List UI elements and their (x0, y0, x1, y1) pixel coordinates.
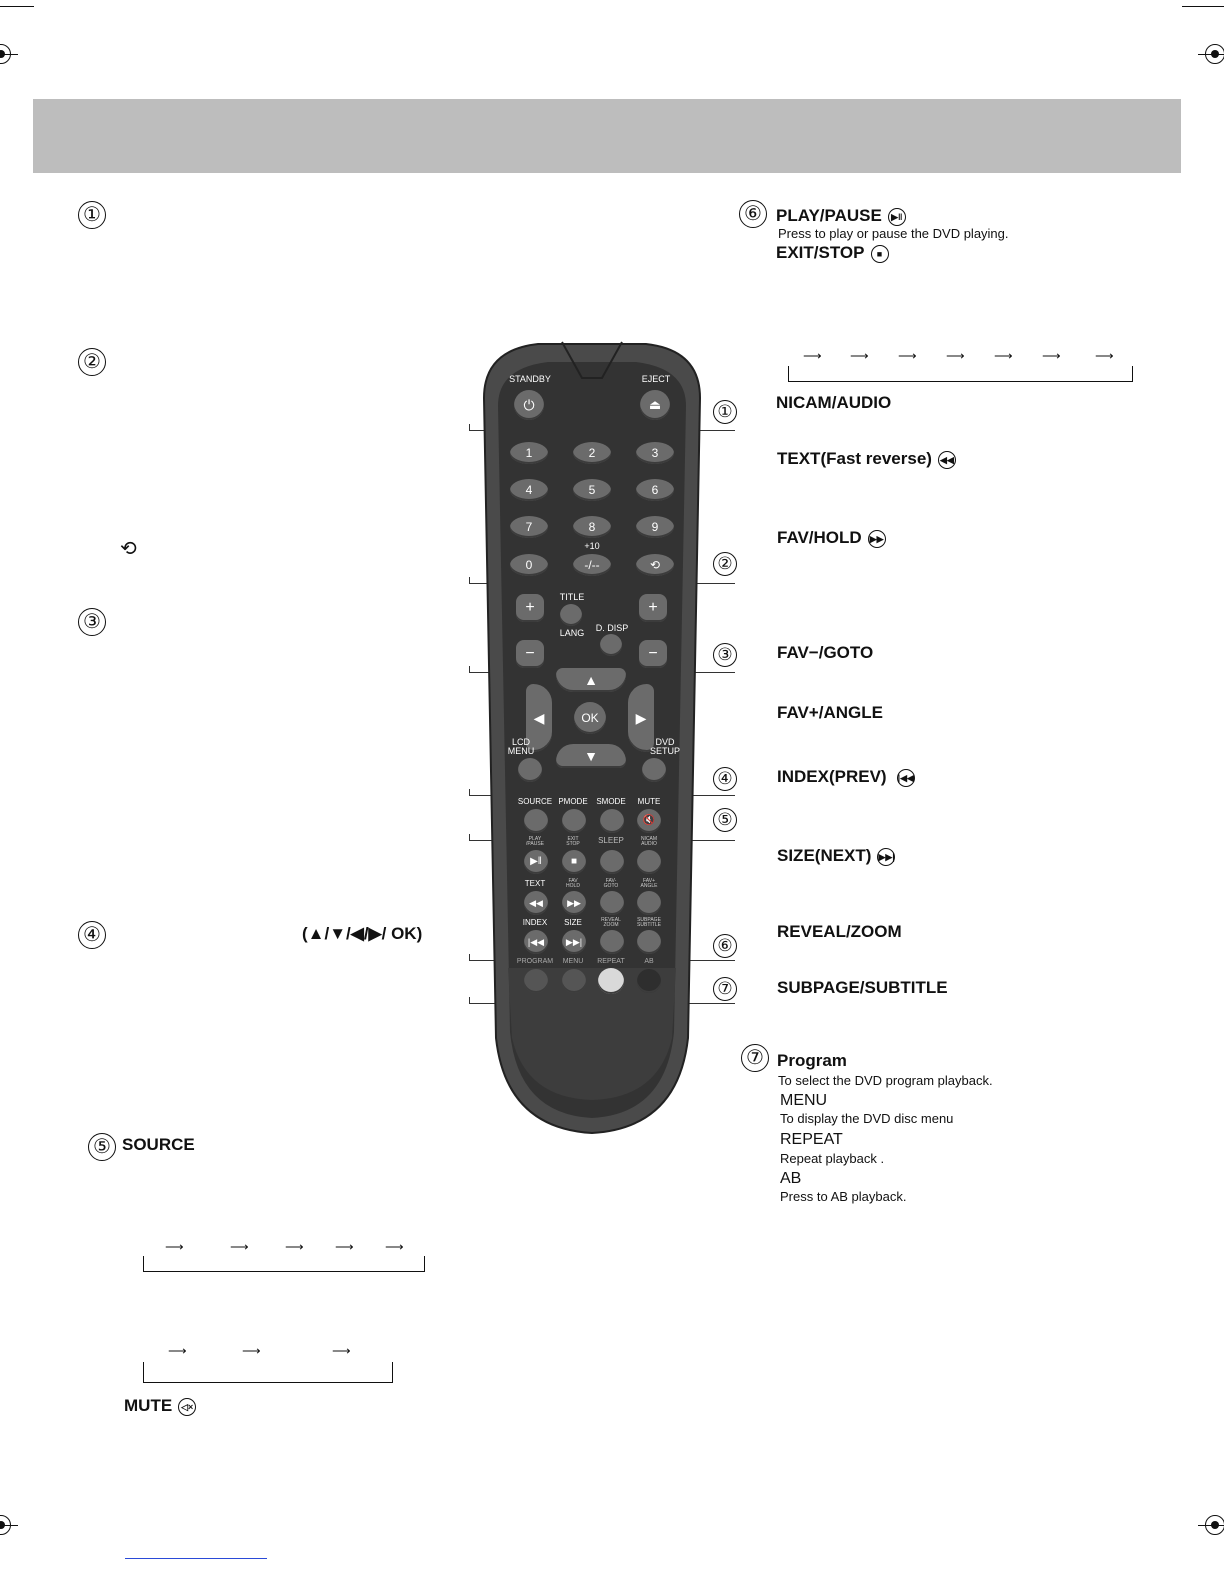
title-lang-button[interactable] (560, 604, 582, 626)
lang-text: LANG (559, 628, 585, 638)
callout-3: ③ (713, 643, 737, 667)
subpage-subtitle-button[interactable] (637, 930, 661, 954)
program-text: PROGRAM (516, 958, 554, 965)
dash-button[interactable]: -/-- (573, 554, 611, 576)
fav-minus-label: FAV−/GOTO (777, 643, 874, 662)
arrow-icon: ⟶ (1095, 348, 1114, 363)
fast-reverse-icon[interactable]: ◀◀ (524, 891, 548, 915)
prev-icon: |◀◀ (897, 769, 915, 787)
index-text: INDEX (522, 918, 548, 927)
dvd-setup-button[interactable] (642, 758, 666, 782)
play-pause-desc: Press to play or pause the DVD playing. (778, 226, 1009, 241)
repeat-icon: ⟲ (120, 538, 137, 560)
leader-tick (469, 954, 470, 960)
ab-text: AB (644, 958, 654, 965)
next-icon: ▶▶| (877, 848, 895, 866)
fav-hold-label: FAV/HOLD ▶▶ (777, 528, 886, 548)
repeat-text: REPEAT (597, 958, 625, 965)
source-label: SOURCE (122, 1135, 195, 1154)
pmode-button[interactable] (562, 809, 586, 833)
arrow-icon: ⟶ (285, 1239, 304, 1254)
play-pause-label: PLAY/PAUSE ▶‖ (776, 206, 906, 226)
repeat-button[interactable] (598, 968, 624, 994)
marker-4: ④ (78, 921, 106, 949)
registration-mark-icon (0, 44, 11, 64)
exit-stop-text: EXIT STOP (566, 836, 580, 847)
marker-1: ① (78, 201, 106, 229)
nav-up-icon[interactable]: ▲ (556, 668, 626, 692)
digit-8-button[interactable]: 8 (573, 516, 611, 538)
digit-0-button[interactable]: 0 (510, 554, 548, 576)
mute-text: MUTE (637, 797, 661, 806)
marker-6: ⑥ (739, 200, 767, 228)
channel-down-button[interactable]: − (639, 640, 667, 668)
nav-down-icon[interactable]: ▼ (556, 744, 626, 768)
ab-label: AB (780, 1170, 802, 1187)
sleep-button[interactable] (600, 850, 624, 874)
arrow-icon: ⟶ (898, 348, 917, 363)
reveal-zoom-button[interactable] (600, 930, 624, 954)
index-prev-label: INDEX(PREV) |◀◀ (777, 767, 914, 786)
volume-down-button[interactable]: − (516, 640, 544, 668)
digit-6-button[interactable]: 6 (636, 479, 674, 501)
marker-5: ⑤ (88, 1133, 116, 1161)
standby-text: STANDBY (509, 374, 551, 384)
mute-label: MUTE ◁× (124, 1396, 196, 1416)
arrow-icon: ⟶ (803, 348, 822, 363)
fast-reverse-icon: ◀◀ (938, 451, 956, 469)
reveal-zoom-text: REVEAL ZOOM (601, 917, 621, 928)
arrow-icon: ⟶ (332, 1343, 351, 1358)
ok-button[interactable]: OK (574, 702, 606, 734)
recall-repeat-icon[interactable]: ⟲ (636, 554, 674, 576)
pmode-text: PMODE (558, 797, 588, 806)
next-icon[interactable]: ▶▶| (562, 930, 586, 954)
exit-stop-label: EXIT/STOP ■ (776, 243, 889, 263)
leader-tick (469, 997, 470, 1003)
callout-2: ② (713, 552, 737, 576)
cycle-bracket (143, 1362, 393, 1383)
leader-tick (469, 834, 470, 840)
source-text: SOURCE (517, 797, 553, 806)
crop-mark (1182, 6, 1224, 7)
text-label: TEXT(Fast reverse) ◀◀ (777, 449, 956, 469)
play-pause-text: PLAY /PAUSE (526, 836, 544, 847)
leader-tick (469, 789, 470, 795)
lcd-menu-button[interactable] (518, 758, 542, 782)
registration-mark-icon (1205, 1515, 1224, 1535)
callout-1: ① (713, 400, 737, 424)
menu-button[interactable] (562, 969, 586, 993)
fav-goto-text: FAV- GOTO (603, 878, 619, 889)
nicam-audio-button[interactable] (637, 850, 661, 874)
arrow-icon: ⟶ (242, 1343, 261, 1358)
nav-right-icon[interactable]: ▶ (628, 684, 654, 752)
smode-text: SMODE (596, 797, 626, 806)
callout-6: ⑥ (713, 934, 737, 958)
marker-3: ③ (78, 608, 106, 636)
digit-3-button[interactable]: 3 (636, 442, 674, 464)
fast-forward-icon: ▶▶ (868, 530, 886, 548)
callout-7: ⑦ (713, 977, 737, 1001)
arrow-icon: ⟶ (165, 1239, 184, 1254)
ab-button[interactable] (637, 969, 661, 993)
ab-desc: Press to AB playback. (780, 1189, 907, 1204)
program-button[interactable] (524, 969, 548, 993)
eject-text: EJECT (641, 374, 671, 384)
arrow-icon: ⟶ (335, 1239, 354, 1254)
fav-hold-text: FAV HOLD (566, 878, 580, 889)
dvd-setup-text: DVD SETUP (649, 737, 680, 756)
prev-icon[interactable]: |◀◀ (524, 930, 548, 954)
play-pause-icon[interactable]: ▶‖ (524, 850, 548, 874)
menu-label: MENU (780, 1092, 828, 1109)
arrow-icon: ⟶ (850, 348, 869, 363)
digit-7-button[interactable]: 7 (510, 516, 548, 538)
marker-7: ⑦ (741, 1044, 769, 1072)
menu-text: MENU (562, 958, 584, 965)
arrow-icon: ⟶ (994, 348, 1013, 363)
arrow-icon: ⟶ (385, 1239, 404, 1254)
fav-plus-label: FAV+/ANGLE (777, 703, 883, 722)
text-text: TEXT (524, 879, 546, 888)
nicam-audio-text: NICAM AUDIO (640, 836, 658, 847)
fav-angle-button[interactable] (637, 891, 661, 915)
sleep-text: SLEEP (598, 836, 624, 845)
digit-1-button[interactable]: 1 (510, 442, 548, 464)
repeat-desc: Repeat playback . (780, 1151, 885, 1166)
stop-icon[interactable]: ■ (562, 850, 586, 874)
fav-angle-text: FAV+ ANGLE (640, 878, 658, 889)
nav-keys-label: (▲/▼/◀/▶/ OK) (302, 924, 423, 943)
leader-tick (469, 666, 470, 672)
volume-up-button[interactable]: + (516, 594, 544, 622)
fast-forward-icon[interactable]: ▶▶ (562, 891, 586, 915)
source-button[interactable] (524, 809, 548, 833)
footer-underline (125, 1558, 267, 1559)
eject-icon[interactable]: ⏏ (640, 390, 670, 420)
ddisp-text: D. DISP (595, 623, 629, 633)
leader-tick (469, 424, 470, 430)
standby-power-icon[interactable]: ⏻ (514, 390, 544, 420)
title-text: TITLE (559, 592, 585, 602)
remote-control-illustration (478, 338, 706, 1136)
nicam-audio-label: NICAM/AUDIO (776, 393, 892, 412)
fav-goto-button[interactable] (600, 891, 624, 915)
digit-2-button[interactable]: 2 (573, 442, 611, 464)
stop-icon: ■ (871, 245, 889, 263)
cycle-bracket (788, 366, 1133, 382)
program-label: Program (777, 1051, 847, 1070)
registration-mark-icon (1205, 44, 1224, 64)
arrow-icon: ⟶ (230, 1239, 249, 1254)
play-pause-icon: ▶‖ (888, 208, 906, 226)
subpage-subtitle-text: SUBPAGE SUBTITLE (637, 917, 661, 928)
digit-5-button[interactable]: 5 (573, 479, 611, 501)
size-next-label: SIZE(NEXT) ▶▶| (777, 846, 895, 865)
arrow-icon: ⟶ (168, 1343, 187, 1358)
reveal-zoom-label: REVEAL/ZOOM (777, 922, 902, 941)
digit-9-button[interactable]: 9 (636, 516, 674, 538)
size-text: SIZE (564, 918, 582, 927)
channel-up-button[interactable]: + (639, 594, 667, 622)
callout-5: ⑤ (713, 808, 737, 832)
arrow-icon: ⟶ (1042, 348, 1061, 363)
arrow-icon: ⟶ (946, 348, 965, 363)
digit-4-button[interactable]: 4 (510, 479, 548, 501)
plus10-text: +10 (584, 541, 600, 551)
mute-icon: ◁× (178, 1398, 196, 1416)
section-header-band (33, 99, 1181, 173)
ddisp-button[interactable] (600, 634, 622, 656)
marker-2: ② (78, 348, 106, 376)
subpage-subtitle-label: SUBPAGE/SUBTITLE (777, 978, 948, 997)
smode-button[interactable] (600, 809, 624, 833)
repeat-label: REPEAT (780, 1131, 843, 1148)
menu-desc: To display the DVD disc menu (780, 1111, 954, 1126)
lcd-menu-text: LCD MENU (507, 737, 535, 756)
mute-speaker-icon[interactable]: 🔇 (637, 809, 661, 833)
leader-tick (469, 577, 470, 583)
program-desc: To select the DVD program playback. (778, 1073, 993, 1088)
nav-left-icon[interactable]: ◀ (526, 684, 552, 752)
callout-4: ④ (713, 767, 737, 791)
registration-mark-icon (0, 1515, 11, 1535)
cycle-bracket (143, 1256, 425, 1272)
crop-mark (0, 6, 34, 7)
